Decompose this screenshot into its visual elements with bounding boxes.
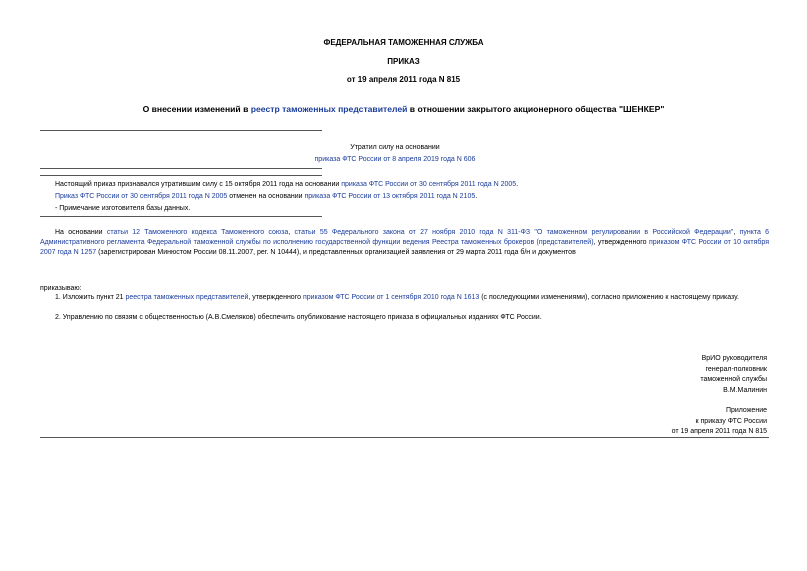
note-text: . [475,192,478,200]
signature-position: ВрИО руководителя [701,355,767,362]
appendix-title: Приложение [725,407,767,414]
item-text: , утвержденного [248,294,303,301]
note-text: отменен на основании [227,192,305,200]
document-title [0,104,807,115]
note-line-1 [55,181,755,190]
note-link-2005[interactable]: приказа ФТС России от 30 сентября 2011 года N 2005 [341,181,517,188]
federal-law-link[interactable]: статьи 55 Федерального закона от 27 ноября 2010 года N 311-ФЗ "О таможенном регулировании в Российской Федерации" [294,229,734,236]
registry-link[interactable]: реестра таможенных представителей [125,294,249,301]
title-text-pre: О внесении изменений в [142,104,251,114]
title-text-post: в отношении закрытого акционерного общества "ШЕНКЕР" [407,104,665,114]
signature-block [560,354,767,396]
appendix-block [560,406,767,438]
regulation-link[interactable]: пункта 6 Административного регламента Федеральной таможенной службы по исполнению государственной функции ведения Реестра таможенных брокеров (представителей) [40,229,770,247]
order-1613-link[interactable]: приказом ФТС России от 1 сентября 2010 года N 1613 [302,294,480,301]
title-registry-link[interactable]: реестр таможенных представителей [250,104,408,114]
basis-text: На основании [55,229,107,236]
item-text: 1. Изложить пункт 21 [55,294,126,301]
document-date: от 19 апреля 2011 года N 815 [346,75,461,84]
basis-text: , утвержденного [593,239,649,247]
appendix-date: от 19 апреля 2011 года N 815 [671,428,767,435]
bottom-divider [40,437,769,438]
signature-service: таможенной службы [700,376,767,383]
divider [40,216,322,217]
note-text: Настоящий приказ признавался утратившим силу с 15 октября 2011 года на основании [55,181,342,188]
divider [40,168,322,169]
basis-text: (зарегистрирован Минюстом России 08.11.2007, рег. N 10444), и представленных организацией заявления от 29 марта 2011 года б/н и документов [96,249,576,257]
note-line-3: - Примечание изготовителя базы данных. [55,204,191,212]
note-text: . [516,181,519,188]
signature-name: В.М.Малинин [723,386,767,394]
note-link-2005-canceled[interactable]: Приказ ФТС России от 30 сентября 2011 года N 2005 [55,192,228,200]
divider [40,130,322,131]
note-line-2 [55,193,755,202]
divider [40,175,322,176]
basis-text: , [733,229,740,236]
lost-force-notice [260,144,530,165]
basis-paragraph [40,228,769,258]
order-1257-link[interactable]: приказом ФТС России от 10 октября 2007 года N 1257 [40,239,769,257]
order-item-2: 2. Управлению по связям с общественностью (А.В.Смеляков) обеспечить опубликование настоящего приказа в официальных изданиях ФТС России. [55,314,542,321]
agency-name: ФЕДЕРАЛЬНАЯ ТАМОЖЕННАЯ СЛУЖБА [323,38,484,47]
item-text: (с последующими изменениями), согласно приложению к настоящему приказу. [479,294,739,301]
document-type: ПРИКАЗ [387,57,420,66]
lost-force-link[interactable]: приказа ФТС России от 8 апреля 2019 года N 606 [314,155,476,163]
note-link-2105[interactable]: приказа ФТС России от 13 октября 2011 года N 2105 [304,192,476,200]
lost-force-text: Утратил силу на основании [350,144,440,151]
signature-rank: генерал-полковник [705,365,767,373]
database-note [55,181,755,213]
order-item-1 [55,294,769,303]
basis-text: , [288,229,295,236]
customs-code-link[interactable]: статьи 12 Таможенного кодекса Таможенного союза [106,229,289,236]
order-word: приказываю: [40,285,82,292]
appendix-ref: к приказу ФТС России [695,417,767,425]
